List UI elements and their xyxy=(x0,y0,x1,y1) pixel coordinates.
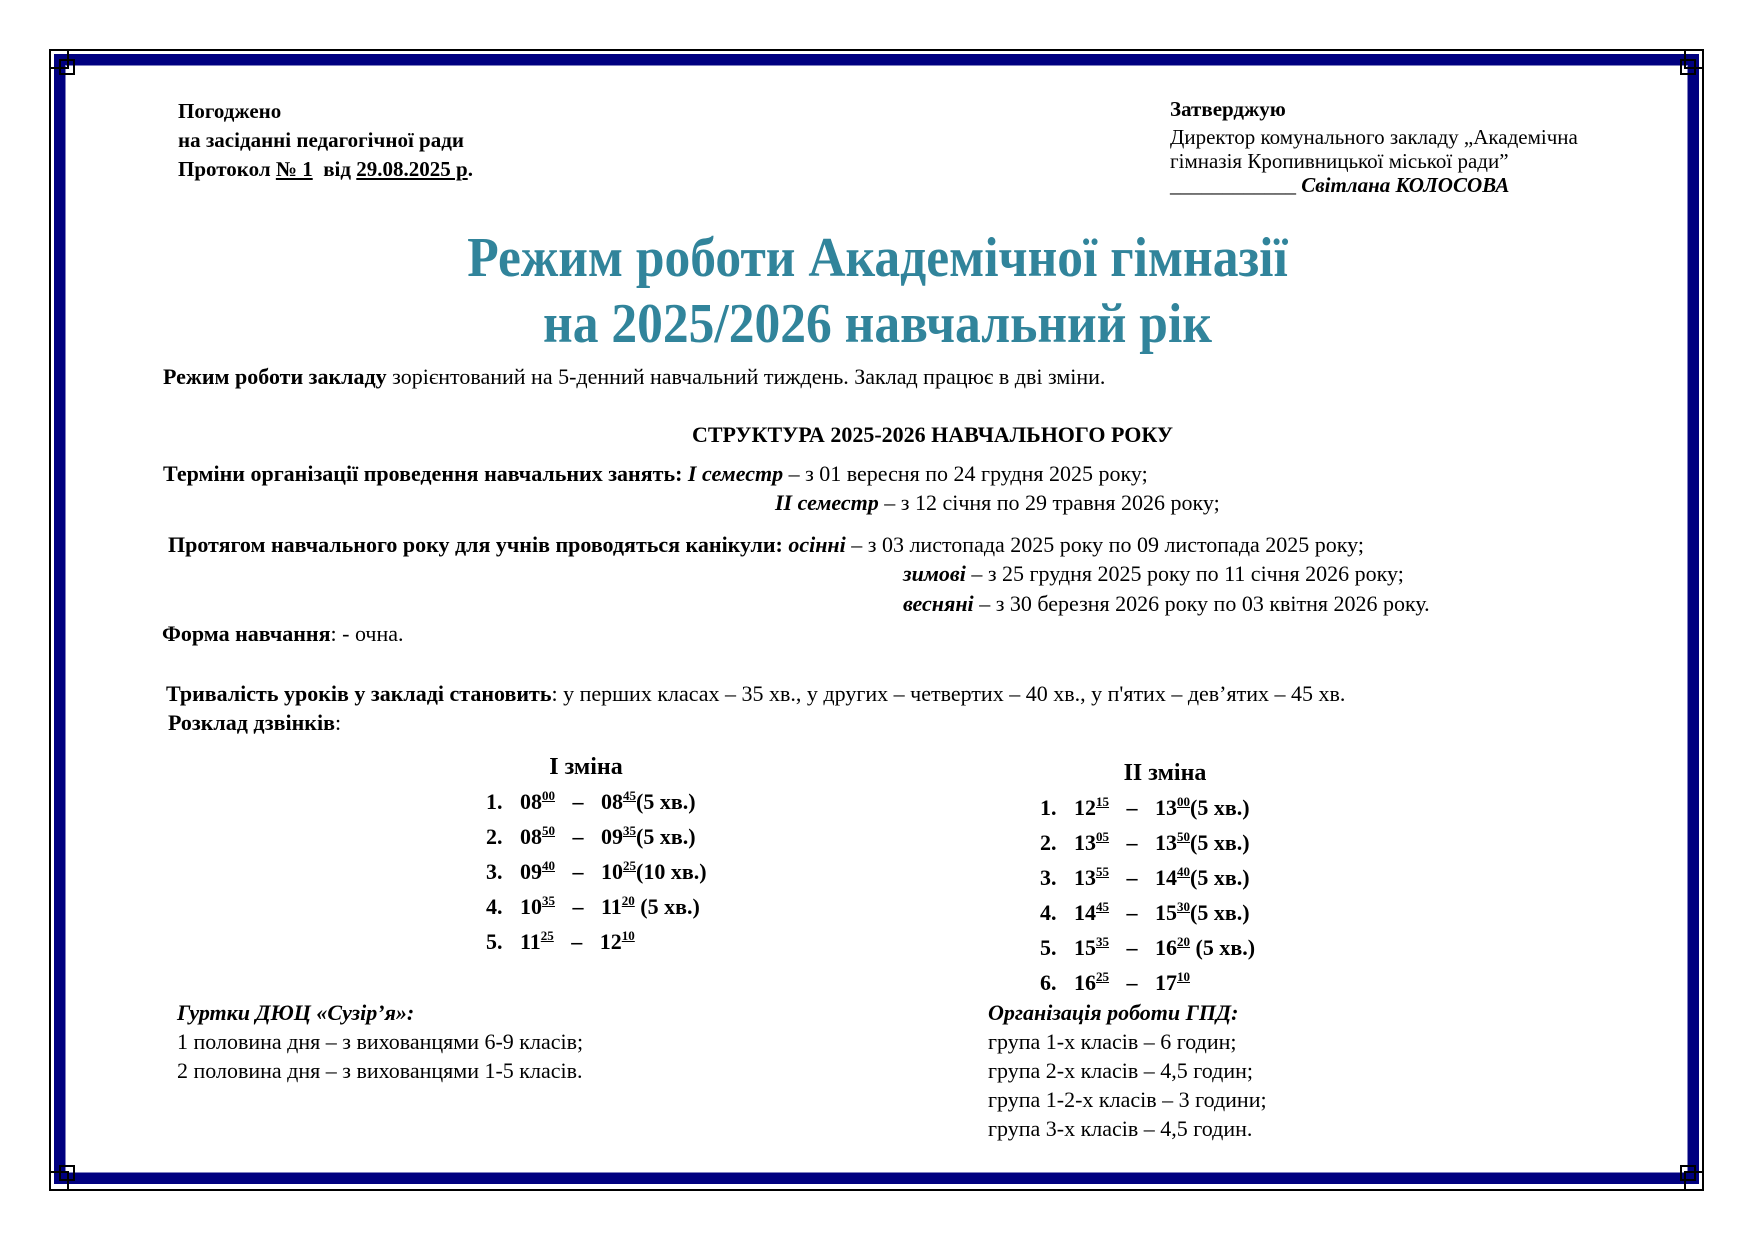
gpd-item: група 2-х класів – 4,5 годин; xyxy=(988,1058,1253,1083)
lesson-end: $10^{25}$ xyxy=(601,858,636,884)
lesson-end: $12^{10}$ xyxy=(599,928,635,954)
semester-2-dates: – з 12 січня по 29 травня 2026 року; xyxy=(878,490,1220,515)
structure-heading: СТРУКТУРА 2025-2026 НАВЧАЛЬНОГО РОКУ xyxy=(691,422,1174,447)
lesson-end: $17^{10}$ xyxy=(1155,969,1190,995)
terms-label: Терміни організації проведення навчальних занять: xyxy=(163,461,688,486)
approve-heading: Затверджую xyxy=(1170,97,1286,121)
bells-label: Розклад дзвінків xyxy=(168,710,335,735)
gpd-item: група 1-2-х класів – 3 години; xyxy=(988,1087,1267,1112)
lesson-end: $09^{35}$ xyxy=(601,823,636,849)
break-duration: (5 хв.) xyxy=(1190,865,1250,890)
frame-corner-top-left-inner xyxy=(59,59,75,75)
shift-1-lessons xyxy=(486,781,707,956)
holidays-spring xyxy=(903,590,1430,618)
lesson-start: $15^{35}$ xyxy=(1074,934,1109,960)
gpd-item: група 3-х класів – 4,5 годин. xyxy=(988,1116,1253,1141)
lesson-number: 4. xyxy=(1040,900,1057,925)
break-duration: (5 хв.) xyxy=(1190,830,1250,855)
protocol-label: Протокол xyxy=(178,157,276,181)
date-label: від xyxy=(312,157,357,181)
lesson-end: $11^{20}$ xyxy=(601,893,635,919)
shift-2-title: ІІ зміна xyxy=(1123,760,1207,786)
approval-agreed-heading: Погоджено xyxy=(178,99,282,123)
bell-schedule-row xyxy=(486,781,707,816)
lesson-start: $10^{35}$ xyxy=(520,893,555,919)
approval-protocol-line xyxy=(178,155,473,184)
frame-corner-bottom-right-inner xyxy=(1680,1165,1696,1181)
bell-schedule-row xyxy=(1040,857,1290,892)
winter-label: зимові xyxy=(903,561,966,586)
autumn-dates: – з 03 листопада 2025 року по 09 листопада 2025 року; xyxy=(845,532,1364,557)
frame-corner-bottom-left-inner xyxy=(59,1165,75,1181)
time-separator: – xyxy=(572,824,584,849)
break-duration: (5 хв.) xyxy=(636,824,696,849)
terms-semester-1 xyxy=(163,460,1148,488)
time-separator: – xyxy=(571,929,583,954)
time-separator: – xyxy=(1126,830,1138,855)
holidays-label: Протягом навчального року для учнів проводяться канікули: xyxy=(168,532,789,557)
duration-text: : у перших класах – 35 хв., у других – четвертих – 40 хв., у п'ятих – дев’ятих – 45 хв. xyxy=(551,681,1346,706)
spring-label: весняні xyxy=(903,591,974,616)
time-separator: – xyxy=(1126,900,1138,925)
bells-heading xyxy=(168,709,341,737)
lesson-end: $08^{45}$ xyxy=(601,788,636,814)
signer-name: Світлана КОЛОСОВА xyxy=(1296,173,1510,197)
break-duration: (5 хв.) xyxy=(1190,795,1250,820)
bell-schedule-row xyxy=(486,816,707,851)
bell-schedule-row xyxy=(486,851,707,886)
lesson-start: $13^{05}$ xyxy=(1074,829,1109,855)
time-separator: – xyxy=(572,894,584,919)
shift-1-title: І зміна xyxy=(549,754,623,780)
bells-suffix: : xyxy=(334,710,342,735)
lesson-start: $08^{00}$ xyxy=(520,788,555,814)
lesson-number: 1. xyxy=(486,789,503,814)
clubs-block xyxy=(177,998,583,1085)
protocol-date: 29.08.2025 р xyxy=(356,157,468,181)
form-text: : - очна. xyxy=(330,621,404,646)
time-separator: – xyxy=(1126,970,1138,995)
lesson-start: $14^{45}$ xyxy=(1074,899,1109,925)
duration-paragraph xyxy=(166,680,1345,708)
lesson-start: $08^{50}$ xyxy=(520,823,555,849)
break-duration: (10 хв.) xyxy=(636,859,707,884)
bell-schedule-row xyxy=(1040,822,1290,857)
break-duration: (5 хв.) xyxy=(634,894,700,919)
lesson-start: $13^{55}$ xyxy=(1074,864,1109,890)
lesson-start: $12^{15}$ xyxy=(1074,794,1109,820)
page-title-line-1: Режим роботи Академічної гімназії xyxy=(467,227,1288,289)
shift-1-schedule xyxy=(486,754,707,956)
lesson-end: $14^{40}$ xyxy=(1155,864,1190,890)
time-separator: – xyxy=(572,789,584,814)
semester-2-label: ІІ семестр xyxy=(775,490,879,515)
duration-label: Тривалість уроків у закладі становить xyxy=(166,681,552,706)
holidays-winter xyxy=(903,560,1404,588)
shift-2-lessons xyxy=(1040,787,1290,997)
lesson-end: $16^{20}$ xyxy=(1155,934,1190,960)
autumn-label: осінні xyxy=(788,532,846,557)
bell-schedule-row xyxy=(486,921,707,956)
time-separator: – xyxy=(572,859,584,884)
approval-block-left xyxy=(178,97,473,184)
bell-schedule-row xyxy=(1040,962,1290,997)
gpd-title: Організація роботи ГПД: xyxy=(988,1000,1239,1025)
protocol-number: № 1 xyxy=(275,157,313,181)
gpd-block xyxy=(988,998,1267,1143)
bell-schedule-row xyxy=(1040,787,1290,822)
lesson-number: 5. xyxy=(1040,935,1057,960)
time-separator: – xyxy=(1126,865,1138,890)
lesson-number: 3. xyxy=(486,859,503,884)
lesson-number: 1. xyxy=(1040,795,1057,820)
frame-corner-top-right-inner xyxy=(1680,59,1696,75)
lesson-start: $16^{25}$ xyxy=(1074,969,1109,995)
lesson-start: $09^{40}$ xyxy=(520,858,555,884)
time-separator: – xyxy=(1126,795,1138,820)
form-paragraph xyxy=(162,620,404,648)
lesson-start: $11^{25}$ xyxy=(520,928,554,954)
approve-director-line: Директор комунального закладу „Академічна xyxy=(1170,125,1578,149)
spring-dates: – з 30 березня 2026 року по 03 квітня 2026 року. xyxy=(973,591,1430,616)
break-duration: (5 хв.) xyxy=(636,789,696,814)
shift-2-schedule xyxy=(1040,760,1290,997)
signature-blank: ____________ xyxy=(1170,173,1296,197)
gpd-item: група 1-х класів – 6 годин; xyxy=(988,1029,1237,1054)
time-separator: – xyxy=(1126,935,1138,960)
lesson-end: $13^{50}$ xyxy=(1155,829,1190,855)
semester-1-label: І семестр xyxy=(687,461,784,486)
mode-label: Режим роботи закладу xyxy=(163,364,387,389)
lesson-end: $13^{00}$ xyxy=(1155,794,1190,820)
mode-paragraph xyxy=(163,363,1105,391)
clubs-item: 2 половина дня – з вихованцями 1-5 класів. xyxy=(177,1058,583,1083)
mode-text: зорієнтований на 5-денний навчальний тиждень. Заклад працює в дві зміни. xyxy=(386,364,1106,389)
lesson-number: 2. xyxy=(1040,830,1057,855)
form-label: Форма навчання xyxy=(162,621,331,646)
break-duration: (5 хв.) xyxy=(1190,900,1250,925)
holidays-autumn xyxy=(168,531,1364,559)
approve-school-line: гімназія Кропивницької міської ради” xyxy=(1170,149,1509,173)
bell-schedule-row xyxy=(486,886,707,921)
bell-schedule-row xyxy=(1040,927,1290,962)
lesson-end: $15^{30}$ xyxy=(1155,899,1190,925)
winter-dates: – з 25 грудня 2025 року по 11 січня 2026 року; xyxy=(965,561,1404,586)
approval-block-right xyxy=(1170,97,1578,197)
date-suffix: . xyxy=(467,157,473,181)
clubs-title: Гуртки ДЮЦ «Сузір’я»: xyxy=(177,1000,415,1025)
semester-1-dates: – з 01 вересня по 24 грудня 2025 року; xyxy=(783,461,1148,486)
bell-schedule-row xyxy=(1040,892,1290,927)
terms-semester-2 xyxy=(775,489,1220,517)
lesson-number: 5. xyxy=(486,929,503,954)
lesson-number: 2. xyxy=(486,824,503,849)
lesson-number: 4. xyxy=(486,894,503,919)
break-duration: (5 хв.) xyxy=(1190,935,1256,960)
approve-signature-line xyxy=(1170,173,1578,197)
page-title-line-2: на 2025/2026 навчальний рік xyxy=(543,293,1212,355)
clubs-item: 1 половина дня – з вихованцями 6-9 класів; xyxy=(177,1029,584,1054)
approval-council-line: на засіданні педагогічної ради xyxy=(178,128,464,152)
lesson-number: 6. xyxy=(1040,970,1057,995)
lesson-number: 3. xyxy=(1040,865,1057,890)
